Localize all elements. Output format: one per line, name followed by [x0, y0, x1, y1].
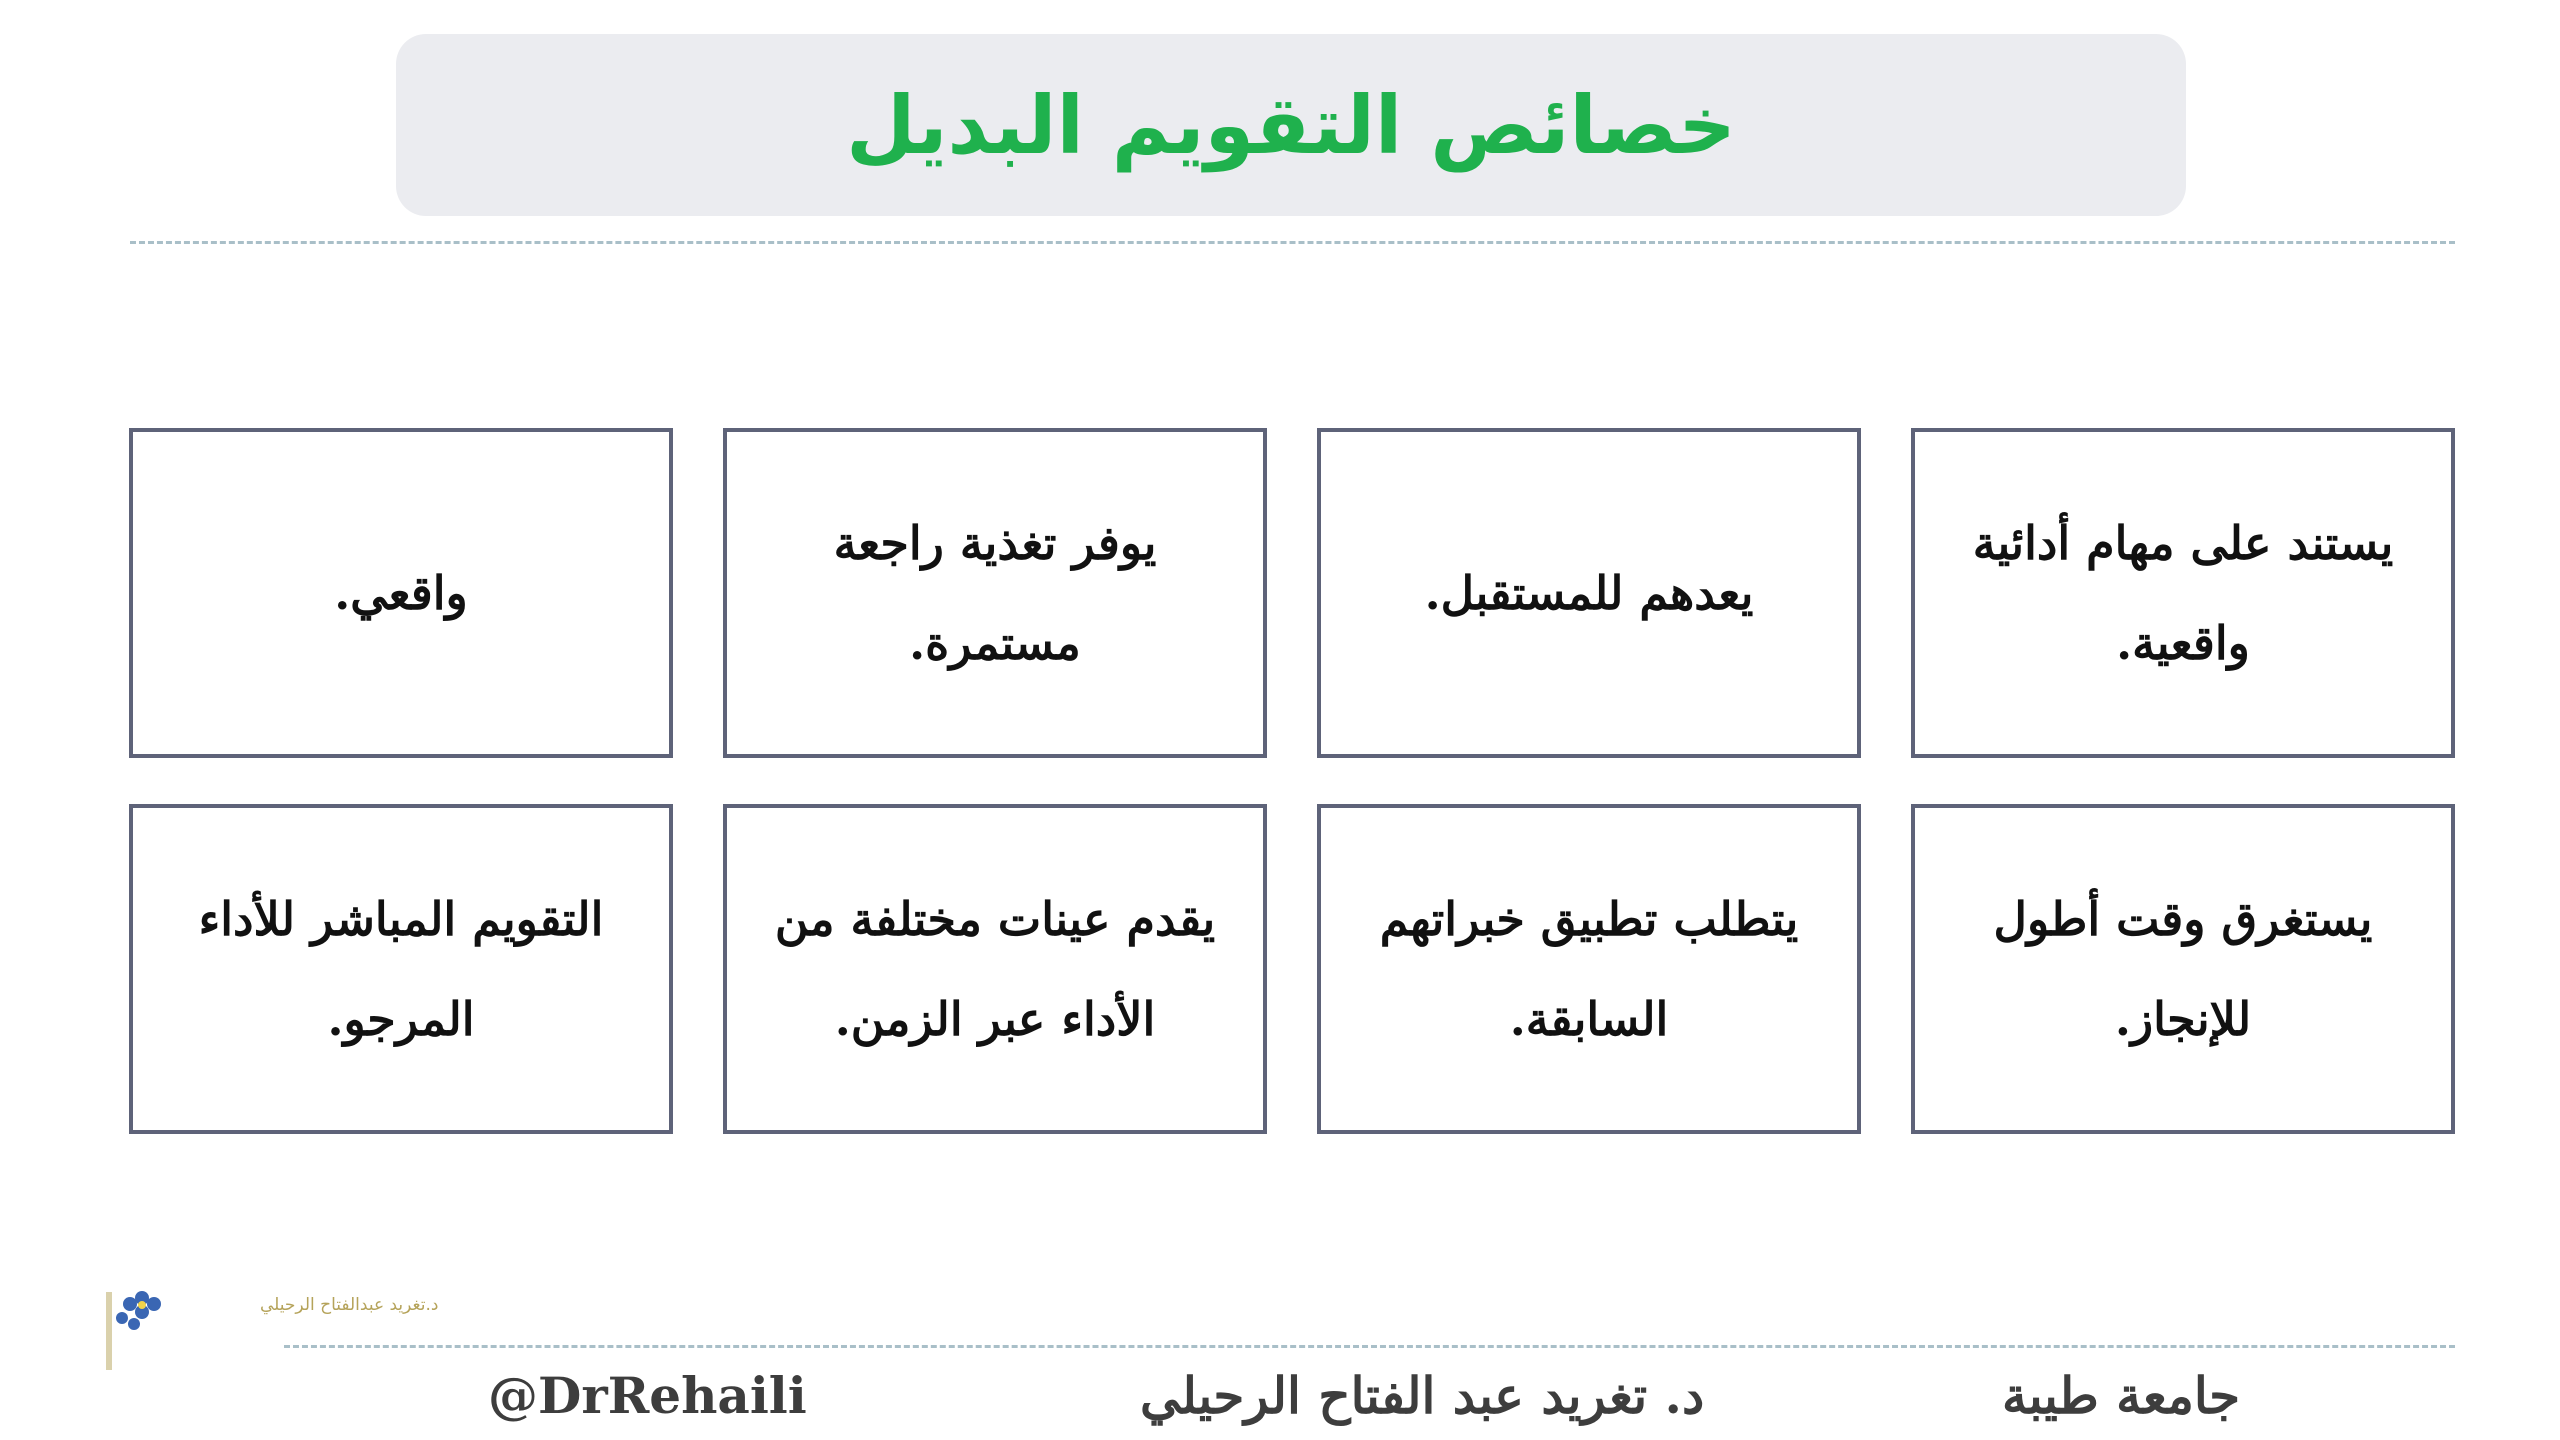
flower-logo-icon — [100, 1282, 439, 1377]
card-text: يتطلب تطبيق خبراتهم السابقة. — [1379, 892, 1799, 1046]
card-text: يستغرق وقت أطول للإنجاز. — [1993, 892, 2373, 1046]
top-divider — [130, 241, 2455, 244]
footer-handle: @DrRehaili — [488, 1366, 807, 1425]
logo-text: د.تغريد عبدالفتاح الرحيلي — [260, 1295, 439, 1315]
card-text: يعدهم للمستقبل. — [1424, 566, 1754, 620]
card-text: يقدم عينات مختلفة من الأداء عبر الزمن. — [774, 892, 1216, 1046]
bottom-divider — [284, 1345, 2455, 1348]
card-prior-experience — [1317, 804, 1861, 1134]
card-realistic-tasks — [1911, 428, 2455, 758]
card-text: يوفر تغذية راجعة مستمرة. — [833, 516, 1157, 670]
card-performance-samples — [723, 804, 1267, 1134]
card-text: التقويم المباشر للأداء المرجو. — [198, 892, 604, 1046]
card-text: واقعي. — [334, 566, 468, 620]
card-longer-time — [1911, 804, 2455, 1134]
card-text: يستند على مهام أدائية واقعية. — [1972, 516, 2394, 670]
characteristics-grid — [128, 428, 2455, 1133]
card-direct-assessment — [129, 804, 673, 1134]
slide-title: خصائص التقويم البديل — [846, 78, 1736, 172]
card-continuous-feedback — [723, 428, 1267, 758]
footer-university: جامعة طيبة — [2002, 1366, 2241, 1425]
card-future-prep — [1317, 428, 1861, 758]
title-panel — [396, 34, 2186, 216]
card-realistic — [129, 428, 673, 758]
footer-author: د. تغريد عبد الفتاح الرحيلي — [1140, 1366, 1705, 1425]
